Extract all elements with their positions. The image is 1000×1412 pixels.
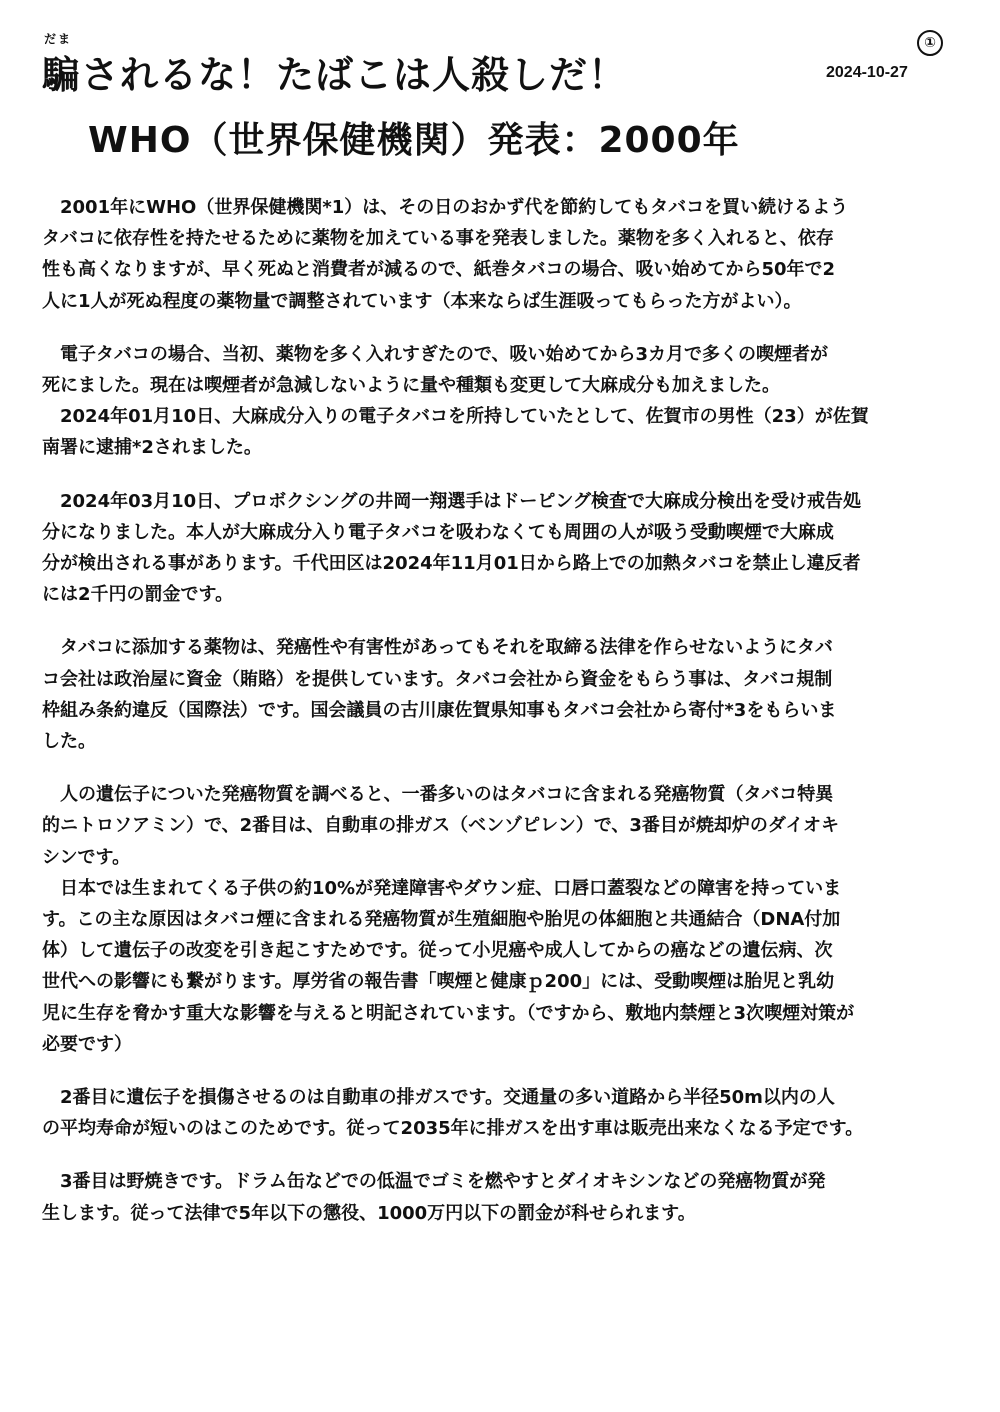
text-line: には2千円の罰金です。 (42, 584, 234, 606)
document-date: 2024-10-27 (826, 64, 908, 81)
text-line: 生します。従って法律で5年以下の懲役、1000万円以下の罰金が科せられます。 (42, 1202, 696, 1224)
text-line: 性も高くなりますが、早く死ぬと消費者が減るので、紙巻タバコの場合、吸い始めてから50年で2 (42, 259, 836, 281)
paragraph-7 (42, 1166, 962, 1228)
text-line: 児に生存を脅かす重大な影響を与えると明記されています。（ですから、敷地内禁煙と3次喫煙対策が (42, 1002, 855, 1024)
paragraph-3 (42, 486, 962, 611)
text-line: 的ニトロソアミン）で、2番目は、自動車の排ガス（ベンゾピレン）で、3番目が焼却炉のダイオキ (42, 815, 839, 837)
title-ruby: だま (44, 32, 73, 46)
paragraph-2 (42, 339, 962, 464)
text-line: した。 (42, 731, 96, 753)
text-line: 2001年にWHO（世界保健機関*1）は、その日のおかず代を節約してもタバコを買い続けるよう (42, 197, 849, 218)
text-line: 2番目に遺伝子を損傷させるのは自動車の排ガスです。交通量の多い道路から半径50m以内の人 (42, 1087, 835, 1109)
paragraph-6 (42, 1082, 962, 1144)
text-line: 2024年03月10日、プロボクシングの井岡一翔選手はドーピング検査で大麻成分検出を受け戒告処 (42, 490, 862, 512)
text-line: 南署に逮捕*2されました。 (42, 437, 262, 459)
text-line: 日本では生まれてくる子供の約10%が発達障害やダウン症、口唇口蓋裂などの障害を持っていま (42, 877, 842, 899)
page-title: 騙されるな！たばこは人殺しだ！ (42, 53, 628, 97)
text-line: 必要です） (42, 1033, 132, 1055)
page-number: ① (917, 30, 943, 56)
text-line: 枠組み条約違反（国際法）です。国会議員の古川康佐賀県知事もタバコ会社から寄付*3をもらいま (42, 699, 837, 721)
text-line: 3番目は野焼きです。ドラム缶などでの低温でゴミを燃やすとダイオキシンなどの発癌物質が発 (42, 1171, 826, 1193)
text-line: タバコに添加する薬物は、発癌性や有害性があってもそれを取締る法律を作らせないようにタバ (42, 637, 833, 659)
text-line: コ会社は政治屋に資金（賄賂）を提供しています。タバコ会社から資金をもらう事は、タバコ規制 (42, 668, 833, 690)
text-line: 分が検出される事があります。千代田区は2024年11月01日から路上での加熱タバコを禁止し違反者 (42, 553, 861, 575)
text-line: 電子タバコの場合、当初、薬物を多く入れすぎたので、吸い始めてから3カ月で多くの喫煙者が (42, 343, 828, 365)
text-line: 2024年01月10日、大麻成分入りの電子タバコを所持していたとして、佐賀市の男性（23）が佐賀 (42, 406, 869, 428)
text-line: 分になりました。本人が大麻成分入り電子タバコを吸わなくても周囲の人が吸う受動喫煙で大麻成 (42, 521, 834, 543)
document-body (42, 192, 962, 1229)
paragraph-1 (42, 192, 962, 317)
text-line: 人に1人が死ぬ程度の薬物量で調整されています（本来ならば生涯吸ってもらった方がよい）。 (42, 290, 802, 312)
text-line: 死にました。現在は喫煙者が急減しないように量や種類も変更して大麻成分も加えました。 (42, 375, 780, 397)
text-line: 体）して遺伝子の改変を引き起こすためです。従って小児癌や成人してからの癌などの遺伝病、次 (42, 940, 833, 962)
text-line: シンです。 (42, 846, 131, 868)
text-line: 人の遺伝子についた発癌物質を調べると、一番多いのはタバコに含まれる発癌物質（タバコ特異 (42, 784, 834, 806)
text-line: 世代への影響にも繋がります。厚労省の報告書「喫煙と健康ｐ200」には、受動喫煙は胎児と乳幼 (42, 971, 835, 993)
text-line: の平均寿命が短いのはこのためです。従って2035年に排ガスを出す車は販売出来なくなる予定です。 (42, 1118, 864, 1140)
text-line: す。この主な原因はタバコ煙に含まれる発癌物質が生殖細胞や胎児の体細胞と共通結合（DNA付加 (42, 909, 841, 931)
page-subtitle: WHO（世界保健機関）発表：2000年 (88, 120, 740, 161)
paragraph-4 (42, 632, 962, 757)
paragraph-5 (42, 779, 962, 1060)
text-line: タバコに依存性を持たせるために薬物を加えている事を発表しました。薬物を多く入れると、依存 (42, 228, 834, 250)
